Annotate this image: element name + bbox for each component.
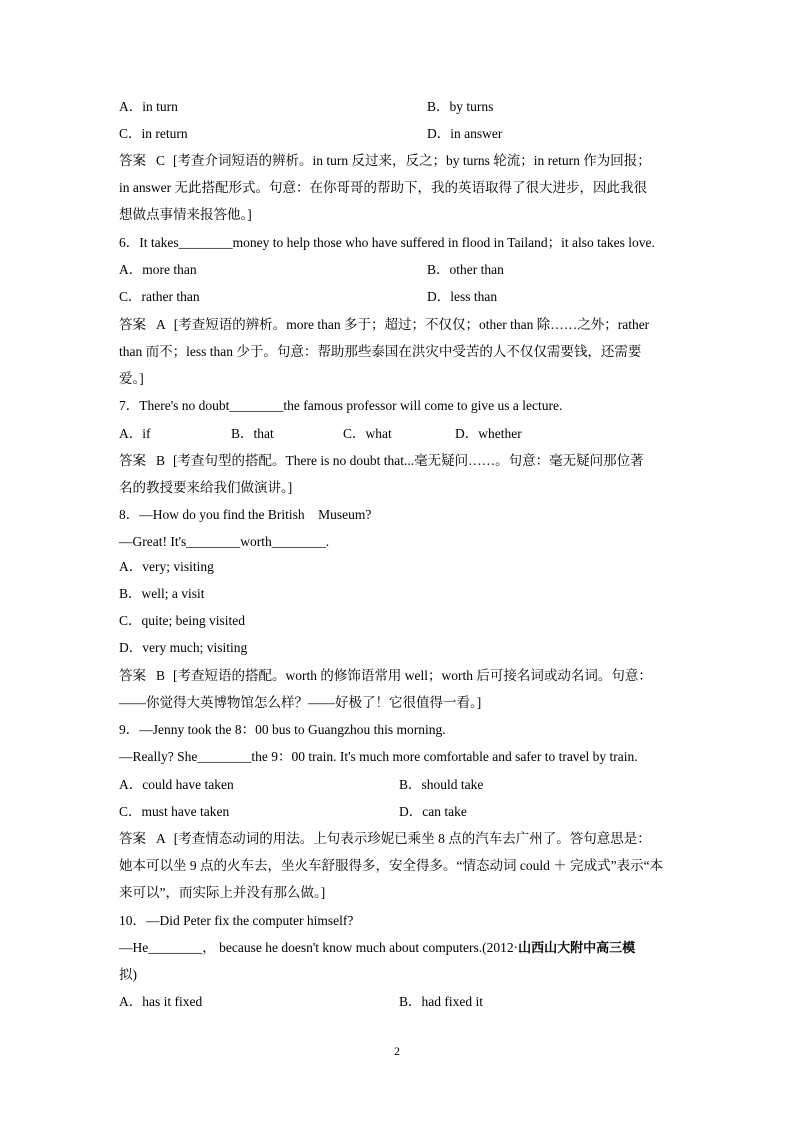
answer-9-line-1 — [119, 830, 651, 848]
answer-8-line-2: ——你觉得大英博物馆怎么样？——好极了！它很值得一看。] — [119, 695, 482, 710]
answer-5-line-2: in answer 无此搭配形式。句意：在你哥哥的帮助下，我的英语取得了很大进步，因此我很 — [119, 180, 647, 195]
answer-key: B — [156, 668, 166, 683]
answer-6-line-2: than 而不；less than 少于。句意：帮助那些泰国在洪灾中受苦的人不仅仅需要钱，还需要 — [119, 344, 642, 359]
question-9: 9．—Jenny took the 8：00 bus to Guangzhou this morning. — [119, 722, 446, 737]
answer-key: C — [156, 153, 166, 168]
option-a: A．in turn — [119, 99, 178, 114]
option-d: D．can take — [399, 804, 467, 819]
reply-text: —He________， because he doesn't know much about computers.(2012· — [119, 940, 519, 955]
answer-label: 答案 — [119, 317, 146, 332]
answer-8-line-1 — [119, 667, 652, 685]
answer-5-line-3: 想做点事情来报答他。] — [119, 207, 252, 222]
question-8-reply: —Great! It's________worth________. — [119, 534, 330, 549]
option-d: D．whether — [455, 426, 522, 441]
answer-key: A — [156, 317, 166, 332]
question-10: 10．—Did Peter fix the computer himself? — [119, 913, 354, 928]
answer-label: 答案 — [119, 831, 146, 846]
question-8: 8．—How do you find the British Museum? — [119, 507, 372, 522]
answer-6-line-1 — [119, 316, 649, 334]
answer-key: B — [156, 453, 166, 468]
question-10-reply-cont: 拟) — [119, 967, 137, 982]
option-d: D．in answer — [427, 126, 503, 141]
question-6: 6．It takes________money to help those who have suffered in flood in Tailand；it also takes love. — [119, 235, 655, 250]
option-b: B．that — [231, 426, 274, 441]
option-b: B．had fixed it — [399, 994, 483, 1009]
option-c: C．what — [343, 426, 392, 441]
answer-text: [考查介词短语的辨析。in turn 反过来，反之；by turns 轮流；in return 作为回报； — [173, 153, 651, 168]
option-a: A．very; visiting — [119, 559, 214, 574]
answer-text: [考查短语的辨析。more than 多于；超过；不仅仅；other than 除……之外；rather — [173, 317, 650, 332]
option-a: A．more than — [119, 262, 197, 277]
question-10-reply — [119, 939, 635, 958]
answer-label: 答案 — [119, 153, 146, 168]
answer-6-line-3: 爱。] — [119, 371, 144, 386]
option-b: B．well; a visit — [119, 586, 205, 601]
option-d: D．very much; visiting — [119, 640, 248, 655]
answer-label: 答案 — [119, 453, 146, 468]
option-c: C．rather than — [119, 289, 200, 304]
option-d: D．less than — [427, 289, 498, 304]
option-c: C．must have taken — [119, 804, 230, 819]
source-note: 山西山大附中高三模 — [518, 941, 636, 956]
answer-9-line-3: 来可以”，而实际上并没有那么做。] — [119, 885, 326, 900]
answer-7-line-1 — [119, 452, 644, 470]
answer-7-line-2: 名的教授要来给我们做演讲。] — [119, 480, 293, 495]
question-9-reply: —Really? She________the 9：00 train. It's much more comfortable and safer to travel by train. — [119, 749, 638, 764]
option-a: A．could have taken — [119, 777, 234, 792]
page-number: 2 — [394, 1044, 400, 1058]
option-b: B．by turns — [427, 99, 494, 114]
answer-9-line-2: 她本可以坐 9 点的火车去，坐火车舒服得多，安全得多。“情态动词 could ＋ 完成式”表示“本 — [119, 858, 664, 873]
option-a: A．if — [119, 426, 151, 441]
option-c: C．quite; being visited — [119, 613, 245, 628]
option-a: A．has it fixed — [119, 994, 203, 1009]
answer-key: A — [156, 831, 166, 846]
answer-text: [考查句型的搭配。There is no doubt that...毫无疑问……。句意：毫无疑问那位著 — [173, 453, 644, 468]
answer-text: [考查短语的搭配。worth 的修饰语常用 well；worth 后可接名词或动名词。句意： — [173, 668, 652, 683]
answer-label: 答案 — [119, 668, 146, 683]
option-b: B．other than — [427, 262, 504, 277]
option-b: B．should take — [399, 777, 484, 792]
answer-text: [考查情态动词的用法。上句表示珍妮已乘坐 8 点的汽车去广州了。答句意思是： — [173, 831, 651, 846]
question-7: 7．There's no doubt________the famous professor will come to give us a lecture. — [119, 398, 563, 413]
answer-5-line-1 — [119, 152, 651, 170]
option-c: C．in return — [119, 126, 188, 141]
